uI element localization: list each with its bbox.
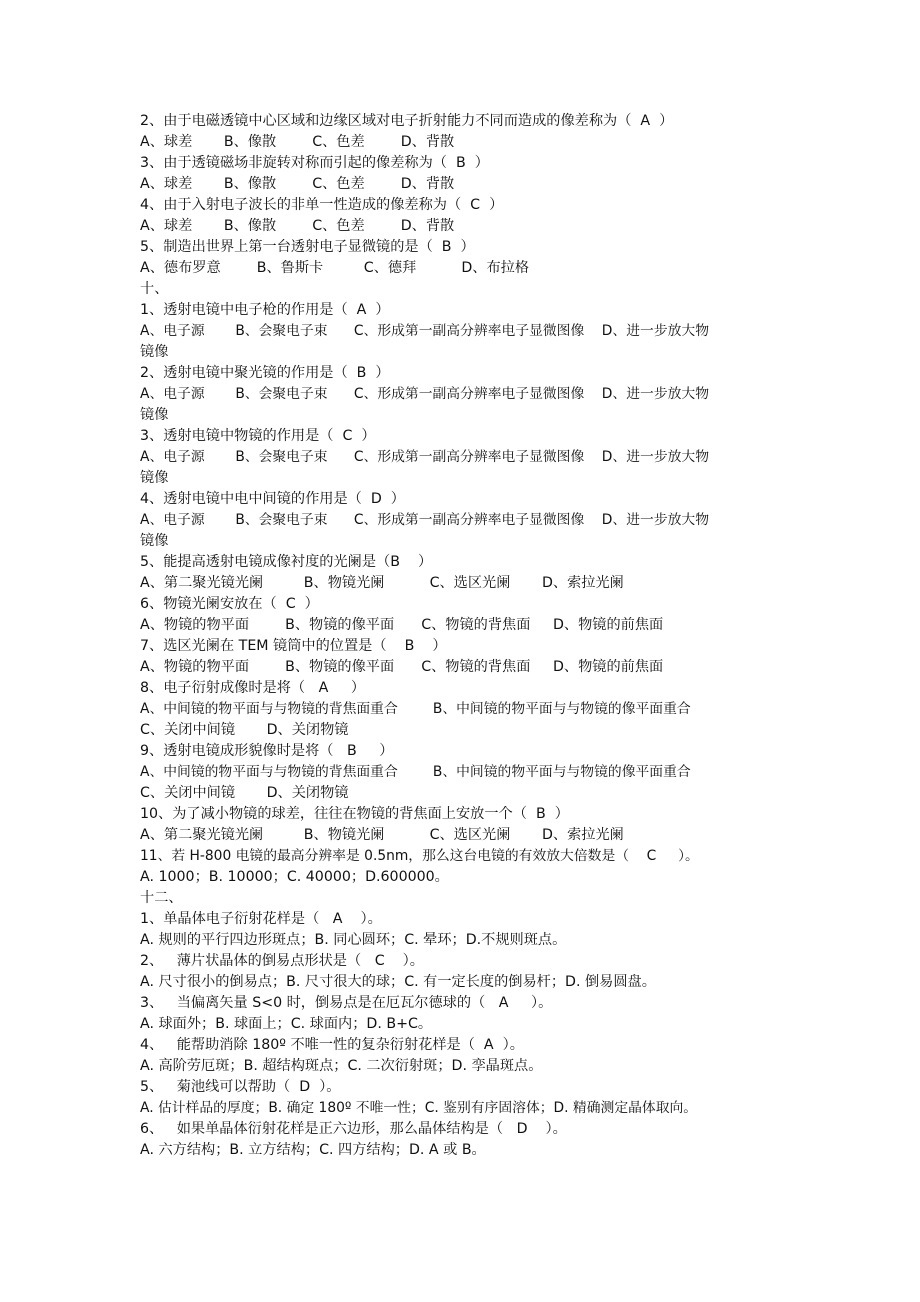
question-text: 6、物镜光阑安放在（ C ） <box>140 596 319 612</box>
options-text-continued: 镜像 <box>140 407 169 423</box>
options-text: A、第二聚光镜光阑 B、物镜光阑 C、选区光阑 D、索拉光阑 <box>140 575 624 591</box>
options-text: C、关闭中间镜 D、关闭物镜 <box>140 785 349 801</box>
options-text: A、电子源 B、会聚电子束 C、形成第一副高分辨率电子显微图像 D、进一步放大物 <box>140 386 710 402</box>
section-heading: 十二、 <box>140 890 183 906</box>
options-text: A、德布罗意 B、鲁斯卡 C、德拜 D、布拉格 <box>140 260 530 276</box>
options-text: A、电子源 B、会聚电子束 C、形成第一副高分辨率电子显微图像 D、进一步放大物 <box>140 449 710 465</box>
options-text: A. 球面外；B. 球面上；C. 球面内；D. B+C。 <box>140 1016 433 1032</box>
options-text: C、关闭中间镜 D、关闭物镜 <box>140 722 349 738</box>
options-text: A、球差 B、像散 C、色差 D、背散 <box>140 134 455 150</box>
options-text: A、球差 B、像散 C、色差 D、背散 <box>140 176 455 192</box>
question-text: 3、 当偏离矢量 S<0 时，倒易点是在厄瓦尔德球的（ A ）。 <box>140 995 553 1011</box>
options-text-continued: 镜像 <box>140 344 169 360</box>
question-text: 3、透射电镜中物镜的作用是（ C ） <box>140 428 376 444</box>
question-text: 4、 能帮助消除 180º 不唯一性的复杂衍射花样是（ A ）。 <box>140 1037 524 1053</box>
question-text: 2、透射电镜中聚光镜的作用是（ B ） <box>140 365 390 381</box>
question-text: 2、由于电磁透镜中心区域和边缘区域对电子折射能力不同而造成的像差称为（ A ） <box>140 113 674 129</box>
question-text: 10、为了减小物镜的球差，往往在物镜的背焦面上安放一个（ B ） <box>140 806 569 822</box>
question-text: 8、电子衍射成像时是将（ A ） <box>140 680 366 696</box>
question-text: 4、透射电镜中电中间镜的作用是（ D ） <box>140 491 405 507</box>
question-text: 2、 薄片状晶体的倒易点形状是（ C ）。 <box>140 953 424 969</box>
options-text: A、中间镜的物平面与与物镜的背焦面重合 B、中间镜的物平面与与物镜的像平面重合 <box>140 764 691 780</box>
options-text: A. 规则的平行四边形斑点；B. 同心圆环；C. 晕环；D.不规则斑点。 <box>140 932 567 948</box>
options-text: A. 六方结构；B. 立方结构；C. 四方结构；D. A 或 B。 <box>140 1142 486 1158</box>
section-heading: 十、 <box>140 281 169 297</box>
question-text: 6、 如果单晶体衍射花样是正六边形，那么晶体结构是（ D ）。 <box>140 1121 567 1137</box>
question-text: 7、选区光阑在 TEM 镜筒中的位置是（ B ） <box>140 638 447 654</box>
question-text: 5、制造出世界上第一台透射电子显微镜的是（ B ） <box>140 239 475 255</box>
options-text: A. 高阶劳厄斑；B. 超结构斑点；C. 二次衍射斑；D. 孪晶斑点。 <box>140 1058 543 1074</box>
options-text: A、电子源 B、会聚电子束 C、形成第一副高分辨率电子显微图像 D、进一步放大物 <box>140 512 710 528</box>
options-text-continued: 镜像 <box>140 533 169 549</box>
question-text: 1、单晶体电子衍射花样是（ A ）。 <box>140 911 382 927</box>
question-text: 5、能提高透射电镜成像衬度的光阑是（B ） <box>140 554 433 570</box>
options-text: A、电子源 B、会聚电子束 C、形成第一副高分辨率电子显微图像 D、进一步放大物 <box>140 323 710 339</box>
options-text: A. 尺寸很小的倒易点；B. 尺寸很大的球；C. 有一定长度的倒易杆；D. 倒易圆盘。 <box>140 974 656 990</box>
question-text: 4、由于入射电子波长的非单一性造成的像差称为（ C ） <box>140 197 504 213</box>
question-text: 9、透射电镜成形貌像时是将（ B ） <box>140 743 394 759</box>
question-text: 1、透射电镜中电子枪的作用是（ A ） <box>140 302 390 318</box>
options-text: A. 估计样品的厚度；B. 确定 180º 不唯一性；C. 鉴别有序固溶体；D. 精确测定晶体取向。 <box>140 1100 698 1116</box>
options-text: A、中间镜的物平面与与物镜的背焦面重合 B、中间镜的物平面与与物镜的像平面重合 <box>140 701 691 717</box>
options-text: A、物镜的物平面 B、物镜的像平面 C、物镜的背焦面 D、物镜的前焦面 <box>140 617 664 633</box>
question-text: 5、 菊池线可以帮助（ D ）。 <box>140 1079 341 1095</box>
question-text: 3、由于透镜磁场非旋转对称而引起的像差称为（ B ） <box>140 155 489 171</box>
options-text: A、球差 B、像散 C、色差 D、背散 <box>140 218 455 234</box>
options-text: A. 1000；B. 10000；C. 40000；D.600000。 <box>140 869 449 885</box>
options-text-continued: 镜像 <box>140 470 169 486</box>
options-text: A、第二聚光镜光阑 B、物镜光阑 C、选区光阑 D、索拉光阑 <box>140 827 624 843</box>
document-body <box>140 111 790 1161</box>
question-text: 11、若 H-800 电镜的最高分辨率是 0.5nm，那么这台电镜的有效放大倍数是（ C ）。 <box>140 848 699 864</box>
options-text: A、物镜的物平面 B、物镜的像平面 C、物镜的背焦面 D、物镜的前焦面 <box>140 659 664 675</box>
